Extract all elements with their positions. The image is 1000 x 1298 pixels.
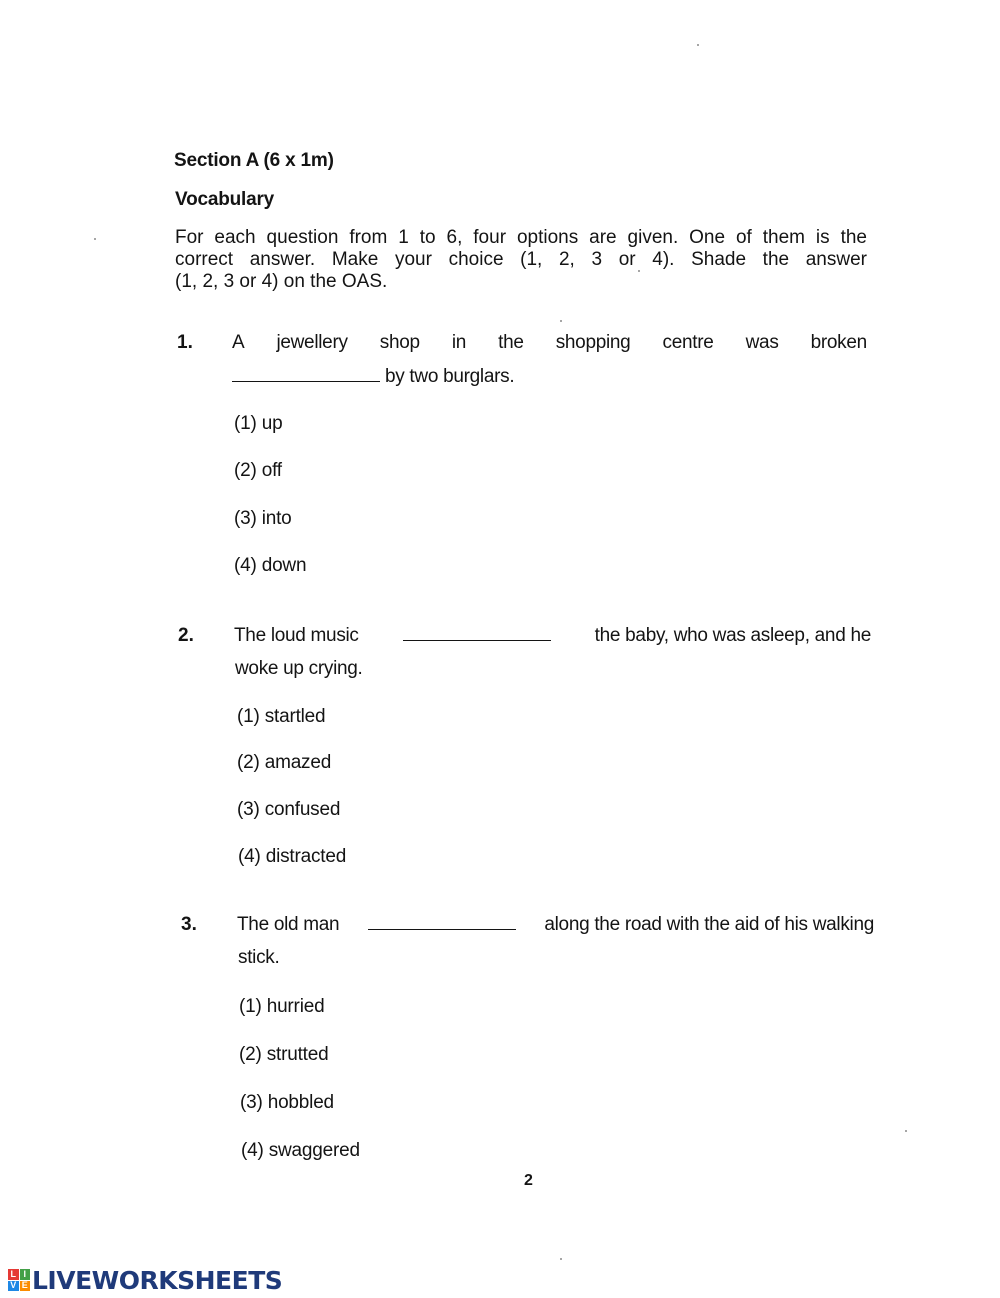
question-word: was	[745, 332, 779, 353]
page-number: 2	[524, 1172, 533, 1189]
option-2[interactable]: (2) strutted	[239, 1044, 329, 1065]
logo-letter: V	[8, 1281, 19, 1292]
question-word: jewellery	[276, 332, 348, 353]
instructions	[175, 227, 867, 293]
question-text: along the road with the aid of his walking	[544, 914, 874, 935]
question-text-line: stick.	[238, 947, 280, 968]
question-number: 2.	[178, 625, 194, 646]
scan-speck	[560, 320, 562, 322]
scan-speck	[560, 1258, 562, 1260]
liveworksheets-logo-icon	[8, 1269, 30, 1291]
option-4[interactable]: (4) distracted	[238, 846, 347, 867]
question-text-line	[232, 366, 514, 388]
question-word: A	[232, 332, 245, 353]
instruction-line: For each question from 1 to 6, four options are given. One of them is the	[175, 227, 867, 248]
option-2[interactable]: (2) amazed	[237, 752, 332, 773]
question-text-line	[232, 332, 867, 354]
option-2[interactable]: (2) off	[234, 460, 282, 481]
question-text: by two burglars.	[384, 366, 515, 387]
question-number: 1.	[177, 332, 193, 353]
option-3[interactable]: (3) into	[234, 508, 292, 529]
question-word: centre	[662, 332, 714, 353]
question-word: in	[451, 332, 467, 353]
question-text: The old man	[237, 914, 340, 935]
option-1[interactable]: (1) hurried	[239, 996, 325, 1017]
scan-speck	[697, 44, 699, 46]
question-text: The loud music	[234, 625, 359, 646]
instruction-line: (1, 2, 3 or 4) on the OAS.	[175, 271, 388, 292]
question-text-line: woke up crying.	[235, 658, 363, 679]
answer-blank[interactable]	[368, 915, 516, 930]
question-text: the baby, who was asleep, and he	[594, 625, 871, 646]
question-word: the	[498, 332, 524, 353]
logo-letter: L	[8, 1269, 19, 1280]
question-word: shopping	[555, 332, 631, 353]
scan-speck	[905, 1130, 907, 1132]
option-4[interactable]: (4) down	[234, 555, 307, 576]
logo-text: LIVEWORKSHEETS	[32, 1265, 283, 1295]
section-title: Section A (6 x 1m)	[174, 150, 334, 171]
instruction-line: correct answer. Make your choice (1, 2, 3 or 4). Shade the answer	[175, 249, 867, 270]
option-3[interactable]: (3) confused	[237, 799, 341, 820]
liveworksheets-logo[interactable]	[8, 1265, 282, 1295]
option-3[interactable]: (3) hobbled	[240, 1092, 334, 1113]
logo-letter: E	[20, 1281, 31, 1292]
scan-speck	[94, 238, 96, 240]
answer-blank[interactable]	[232, 367, 380, 382]
logo-letter: I	[20, 1269, 31, 1280]
question-word: shop	[379, 332, 420, 353]
question-text-line	[237, 914, 874, 936]
question-text-line	[234, 625, 871, 647]
option-1[interactable]: (1) startled	[237, 706, 326, 727]
answer-blank[interactable]	[403, 626, 551, 641]
question-number: 3.	[181, 914, 197, 935]
option-4[interactable]: (4) swaggered	[241, 1140, 360, 1161]
question-word: broken	[810, 332, 867, 353]
section-subtitle: Vocabulary	[175, 189, 275, 210]
option-1[interactable]: (1) up	[234, 413, 283, 434]
